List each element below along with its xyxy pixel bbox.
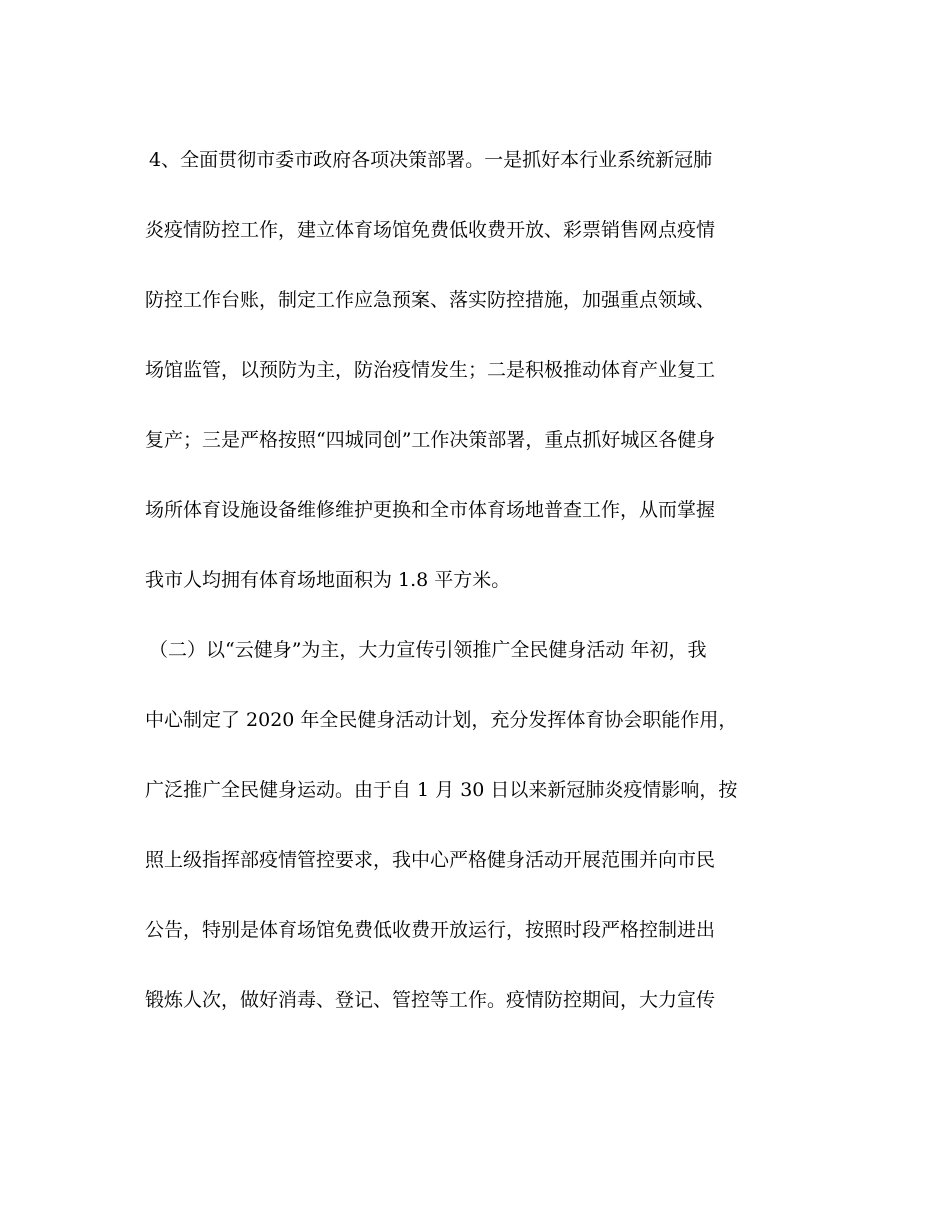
paragraph-line-3: 防控工作台账，制定工作应急预案、落实防控措施，加强重点领域、 xyxy=(145,289,716,311)
paragraph-line-7: 我市人均拥有体育场地面积为 1.8 平方米。 xyxy=(145,569,511,591)
paragraph-line-13: 锻炼人次，做好消毒、登记、管控等工作。疫情防控期间，大力宣传 xyxy=(145,989,716,1011)
paragraph-line-2: 炎疫情防控工作，建立体育场馆免费低收费开放、彩票销售网点疫情 xyxy=(145,219,716,241)
paragraph-line-1: 4、全面贯彻市委市政府各项决策部署。一是抓好本行业系统新冠肺 xyxy=(149,149,713,171)
paragraph-line-4: 场馆监管，以预防为主，防治疫情发生；二是积极推动体育产业复工 xyxy=(145,359,716,381)
paragraph-line-12: 公告，特别是体育场馆免费低收费开放运行，按照时段严格控制进出 xyxy=(145,919,716,941)
section-heading-line: （二）以“云健身”为主，大力宣传引领推广全民健身活动 年初，我 xyxy=(149,639,707,661)
paragraph-line-10: 广泛推广全民健身运动。由于自 1 月 30 日以来新冠肺炎疫情影响，按 xyxy=(145,779,738,801)
paragraph-line-6: 场所体育设施设备维修维护更换和全市体育场地普查工作，从而掌握 xyxy=(145,499,716,521)
paragraph-line-11: 照上级指挥部疫情管控要求，我中心严格健身活动开展范围并向市民 xyxy=(145,849,716,871)
paragraph-line-5: 复产；三是严格按照“四城同创”工作决策部署，重点抓好城区各健身 xyxy=(145,429,716,451)
paragraph-line-9: 中心制定了 2020 年全民健身活动计划，充分发挥体育协会职能作用， xyxy=(145,709,738,731)
